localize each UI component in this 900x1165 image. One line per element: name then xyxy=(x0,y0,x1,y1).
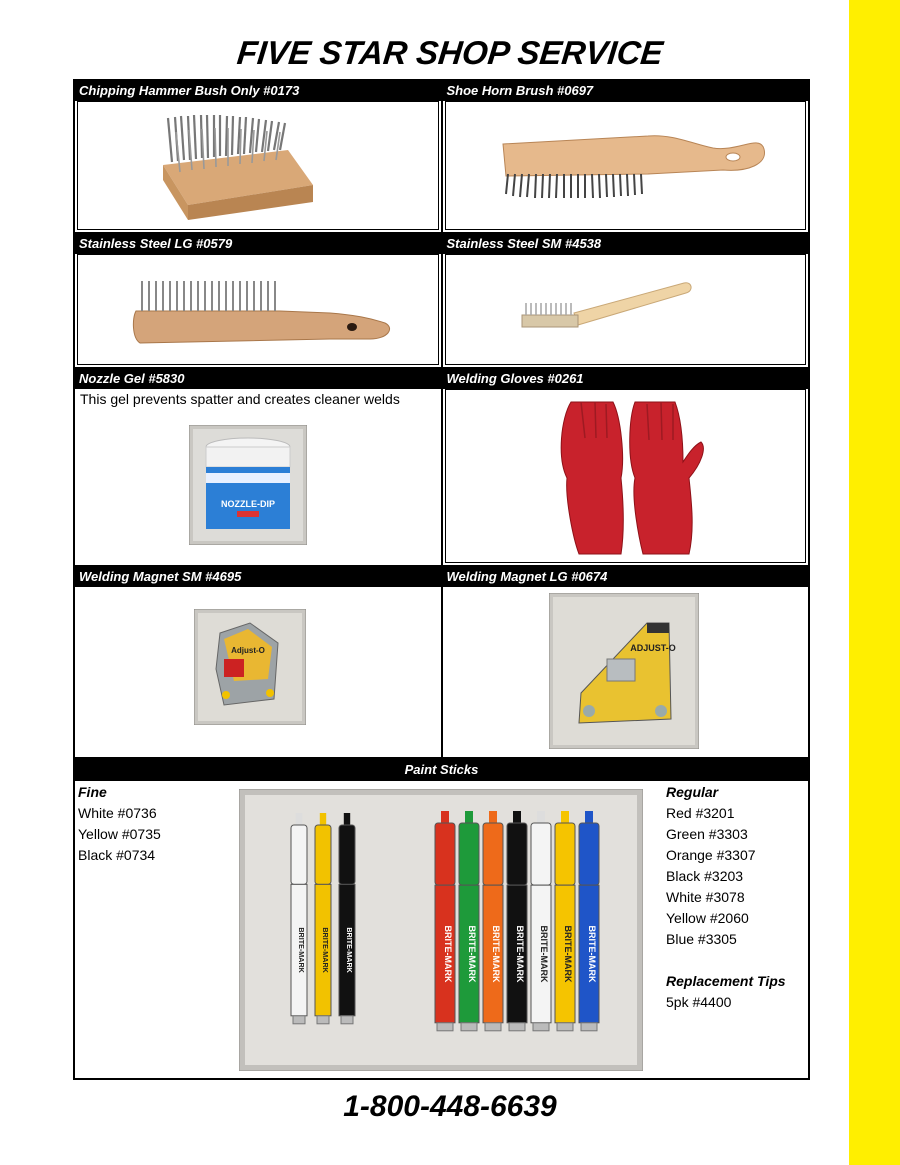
product-name: Welding Magnet SM #4695 xyxy=(75,567,441,587)
paint-markers-image xyxy=(239,789,643,1071)
product-name: Stainless Steel SM #4538 xyxy=(443,234,809,254)
regular-item: Black #3203 xyxy=(666,868,744,884)
marker-brand-text: BRITE-MARK xyxy=(467,925,477,983)
tips-item: 5pk #4400 xyxy=(666,994,732,1010)
regular-item: Orange #3307 xyxy=(666,847,756,863)
red-gloves-image xyxy=(551,398,711,558)
magnet-large-image xyxy=(549,593,699,749)
paint-sticks-section xyxy=(73,757,810,1080)
product-cell xyxy=(443,234,809,367)
product-name: Nozzle Gel #5830 xyxy=(75,369,441,389)
fine-item: White #0736 xyxy=(78,805,157,821)
marker-brand-text: BRITE-MARK xyxy=(563,925,573,983)
product-name: Shoe Horn Brush #0697 xyxy=(443,81,809,101)
product-cell xyxy=(443,369,809,565)
product-cell xyxy=(443,81,809,232)
product-cell xyxy=(75,234,441,367)
page-title: FIVE STAR SHOP SERVICE xyxy=(235,34,665,71)
regular-marker xyxy=(459,811,479,1031)
product-description: This gel prevents spatter and creates cleaner welds xyxy=(80,391,400,407)
wire-brush-block-image xyxy=(158,110,318,220)
regular-marker xyxy=(483,811,503,1031)
marker-brand-text: BRITE-MARK xyxy=(345,927,354,973)
gel-jar-image xyxy=(189,425,307,545)
yellow-side-bar xyxy=(849,0,900,1165)
fine-item: Yellow #0735 xyxy=(78,826,161,842)
marker-brand-text: BRITE-MARK xyxy=(443,925,453,983)
regular-item: Red #3201 xyxy=(666,805,735,821)
fine-marker xyxy=(315,813,331,1024)
product-cell xyxy=(75,369,441,565)
magnet-label-text: Adjust-O xyxy=(231,646,265,655)
shoe-horn-brush-image xyxy=(498,114,768,214)
product-name: Welding Gloves #0261 xyxy=(443,369,809,389)
marker-brand-text: BRITE-MARK xyxy=(297,927,306,973)
marker-brand-text: BRITE-MARK xyxy=(587,925,597,983)
magnet-small-image xyxy=(194,609,306,725)
product-cell xyxy=(75,567,441,763)
product-name: Welding Magnet LG #0674 xyxy=(443,567,809,587)
regular-item: Blue #3305 xyxy=(666,931,737,947)
fine-marker xyxy=(339,813,355,1024)
regular-item: White #3078 xyxy=(666,889,745,905)
product-name: Chipping Hammer Bush Only #0173 xyxy=(75,81,441,101)
regular-list xyxy=(666,782,786,1013)
regular-item: Yellow #2060 xyxy=(666,910,749,926)
regular-marker xyxy=(507,811,527,1031)
fine-marker xyxy=(291,813,307,1024)
marker-brand-text: BRITE-MARK xyxy=(491,925,501,983)
fine-item: Black #0734 xyxy=(78,847,156,863)
marker-brand-text: BRITE-MARK xyxy=(321,927,330,973)
product-cell xyxy=(75,81,441,232)
magnet-label-text: ADJUST-O xyxy=(629,643,676,653)
regular-heading: Regular xyxy=(666,784,719,800)
regular-marker xyxy=(555,811,575,1031)
tips-heading: Replacement Tips xyxy=(666,973,786,989)
phone-number: 1-800-448-6639 xyxy=(343,1090,557,1123)
product-cell xyxy=(443,567,809,763)
paint-sticks-header: Paint Sticks xyxy=(75,759,808,781)
regular-marker xyxy=(531,811,551,1031)
wire-brush-small-image xyxy=(514,275,694,345)
jar-label-text: NOZZLE-DIP xyxy=(221,499,275,509)
regular-marker xyxy=(435,811,455,1031)
regular-marker xyxy=(579,811,599,1031)
product-grid xyxy=(73,79,810,757)
fine-heading: Fine xyxy=(78,784,107,800)
marker-brand-text: BRITE-MARK xyxy=(515,925,525,983)
regular-item: Green #3303 xyxy=(666,826,748,842)
marker-brand-text: BRITE-MARK xyxy=(539,925,549,983)
product-name: Stainless Steel LG #0579 xyxy=(75,234,441,254)
wire-brush-large-image xyxy=(130,273,400,358)
fine-list xyxy=(78,782,161,866)
